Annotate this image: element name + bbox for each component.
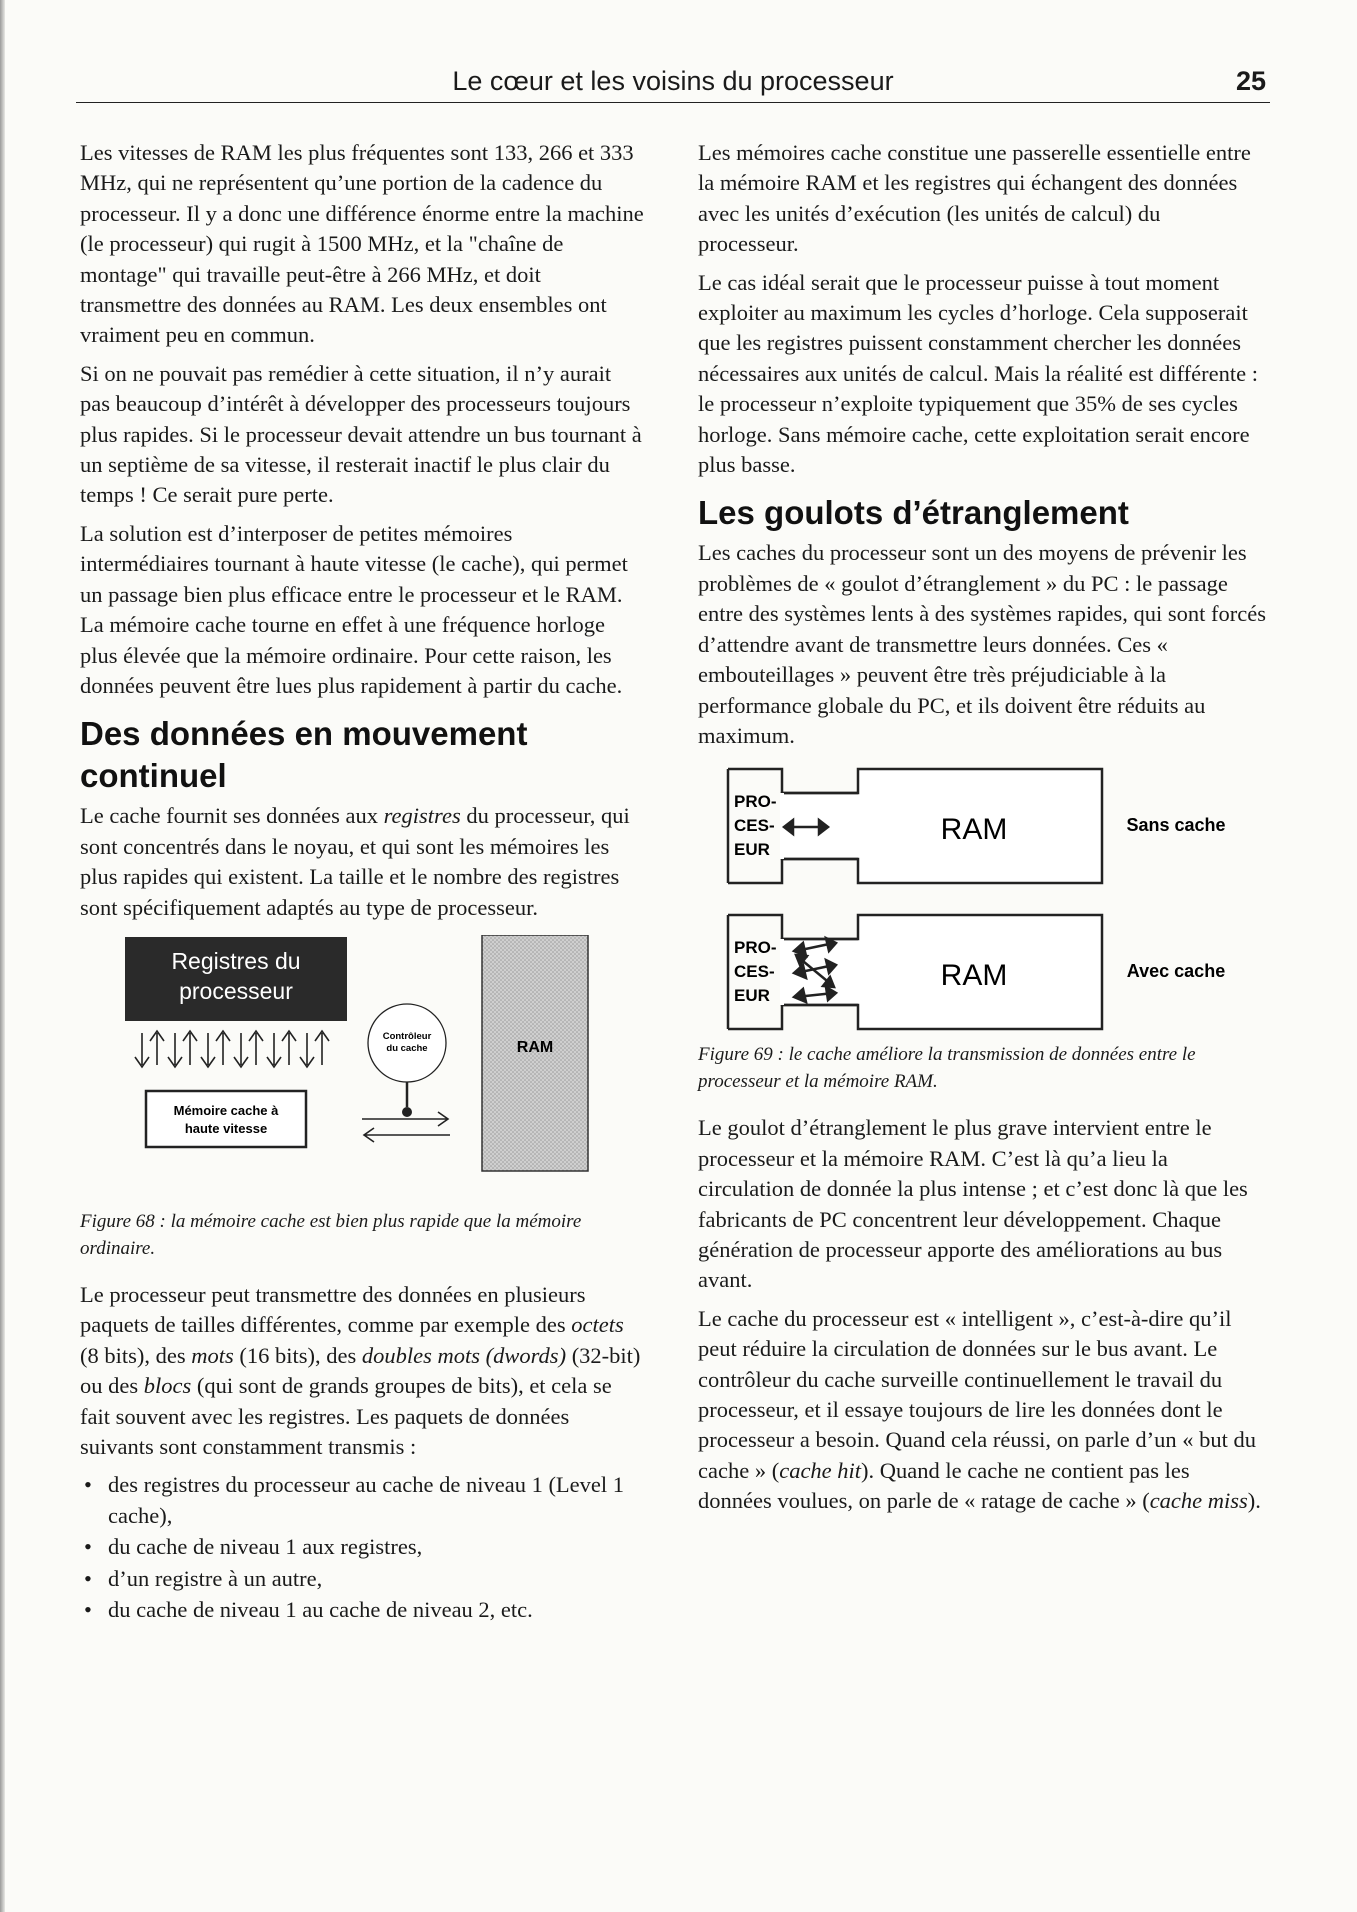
right-column: [698, 138, 1266, 1525]
paragraph: Le cas idéal serait que le processeur puisse à tout moment exploiter au maximum les cycles d’horloge. Cela supposerait que les registres puissent constamment chercher les données nécessaires aux unités de calcul. Mais la réalité est différente : le processeur n’exploite typiquement que 35% de ses cycles horloge. Sans mémoire cache, cette exploitation serait encore plus basse.: [698, 269, 1258, 478]
registers-label: processeur: [179, 977, 293, 1004]
cpu-label: EUR: [734, 840, 770, 860]
paragraph: Le goulot d’étranglement le plus grave intervient entre le processeur et la mémoire RAM. C’est là qu’a lieu la circulation de donnée la plus intense ; et c’est donc là que les fabricants de PC concentrent leur développement. Chaque génération de processeur apporte des améliorations au bus avant.: [698, 1115, 1248, 1293]
paragraph: Les mémoires cache constitue une passerelle essentielle entre la mémoire RAM et les registres qui échangent des données avec les unités d’exécution (les unités de calcul) du processeur.: [698, 140, 1251, 257]
without-cache-diagram: [728, 769, 1226, 883]
cache-box: [146, 1091, 306, 1147]
book-spine-shadow: [0, 0, 5, 1912]
paragraph: Si on ne pouvait pas remédier à cette situation, il n’y aurait pas beaucoup d’intérêt à développer des processeurs toujours plus rapides. Si le processeur devait attendre un bus tournant à un septième de sa vitesse, il resterait inactif le plus clair du temps ! Ce serait pure perte.: [80, 360, 642, 508]
figure-caption: Figure 69 : le cache améliore la transmission de données entre le processeur et la mémoire RAM.: [698, 1044, 1196, 1093]
paragraph: Les caches du processeur sont un des moyens de prévenir les problèmes de « goulot d’étranglement » du PC : le passage entre des systèmes lents à des systèmes rapides, qui sont forcés d’attendre avant de transmettre leurs données. Ces « embouteillages » peuvent être très préjudiciable à la performance globale du PC, et ils doivent être réduits au maximum.: [698, 540, 1266, 748]
list-item: • du cache de niveau 1 au cache de niveau 2, etc.: [80, 1595, 646, 1625]
paragraph: Le cache du processeur est « intelligent », c’est-à-dire qu’il peut réduire la circulation de données sur le bus avant. Le contrôleur du cache surveille continuellement le travail du processeur, et il essaye toujours de lire les données dont le processeur a besoin. Quand cela réussi, on parle d’un « but du cache » (cache hit). Quand le cache ne contient pas les données voulues, on parle de « ratage de cache » (cache miss).: [698, 1305, 1261, 1514]
with-cache-label: Avec cache: [1126, 961, 1226, 982]
left-column: [80, 138, 646, 1626]
paragraph: Le processeur peut transmettre des données en plusieurs paquets de tailles différentes, comme par exemple des octets (8 bits), des mots (16 bits), des doubles mots (dwords) (32-bit) ou des blocs (qui sont de grands groupes de bits), et cela se fait souvent avec les registres. Les paquets de données suivants sont constamment transmis :: [80, 1281, 641, 1459]
figure-69: [698, 761, 1266, 1031]
section-heading: Des données en mouvement continuel: [80, 715, 528, 795]
ram-label: RAM: [940, 959, 1008, 993]
cache-label: Mémoire cache à: [173, 1102, 279, 1118]
list-item: • d’un registre à un autre,: [80, 1564, 646, 1594]
cpu-label: CES-: [734, 962, 775, 982]
list-item: • du cache de niveau 1 aux registres,: [80, 1532, 646, 1562]
running-title: Le cœur et les voisins du processeur: [452, 66, 894, 96]
figure-68: [80, 935, 646, 1198]
cpu-label: PRO-: [734, 792, 777, 812]
cache-label: haute vitesse: [184, 1120, 268, 1136]
page-header: [76, 66, 1270, 103]
list-item: • des registres du processeur au cache de niveau 1 (Level 1 cache),: [80, 1470, 646, 1531]
transfer-arrows-icon: [135, 1031, 329, 1067]
cache-diagram: [80, 935, 646, 1198]
paragraph: Le cache fournit ses données aux registres du processeur, qui sont concentrés dans le noyau, et qui sont les mémoires les plus rapides qui existent. La taille et le nombre des registres sont spécifiquement adaptés au type de processeur.: [80, 803, 630, 920]
bottleneck-diagram: [698, 761, 1266, 1031]
with-cache-diagram: [728, 915, 1225, 1029]
paragraph: La solution est d’interposer de petites mémoires intermédiaires tournant à haute vitesse (le cache), qui permet un passage bien plus efficace entre le processeur et le RAM. La mémoire cache tourne en effet à une fréquence horloge plus élevée que la mémoire ordinaire. Pour cette raison, les données peuvent être lues plus rapidement à partir du cache.: [80, 520, 628, 698]
page-number: 25: [1235, 66, 1266, 96]
controller-label: Contrôleur: [382, 1030, 432, 1042]
figure-caption: Figure 68 : la mémoire cache est bien plus rapide que la mémoire ordinaire.: [80, 1210, 582, 1259]
bullet-list: [80, 1470, 646, 1625]
ram-label: RAM: [516, 1038, 554, 1056]
cpu-label: CES-: [734, 816, 775, 836]
section-heading: Les goulots d’étranglement: [698, 494, 1129, 532]
controller-label: du cache: [386, 1042, 428, 1054]
cpu-label: EUR: [734, 986, 770, 1006]
registers-label: Registres du: [171, 947, 301, 974]
paragraph: Les vitesses de RAM les plus fréquentes sont 133, 266 et 333 MHz, qui ne représentent qu’une portion de la cadence du processeur. Il y a donc une différence énorme entre la machine (le processeur) qui rugit à 1500 MHz, et la "chaîne de montage" qui travaille peut-être à 266 MHz, et doit transmettre des données au RAM. Les deux ensembles ont vraiment peu en commun.: [80, 140, 644, 348]
cpu-label: PRO-: [734, 938, 777, 958]
without-cache-label: Sans cache: [1126, 815, 1226, 836]
ram-label: RAM: [940, 813, 1008, 847]
